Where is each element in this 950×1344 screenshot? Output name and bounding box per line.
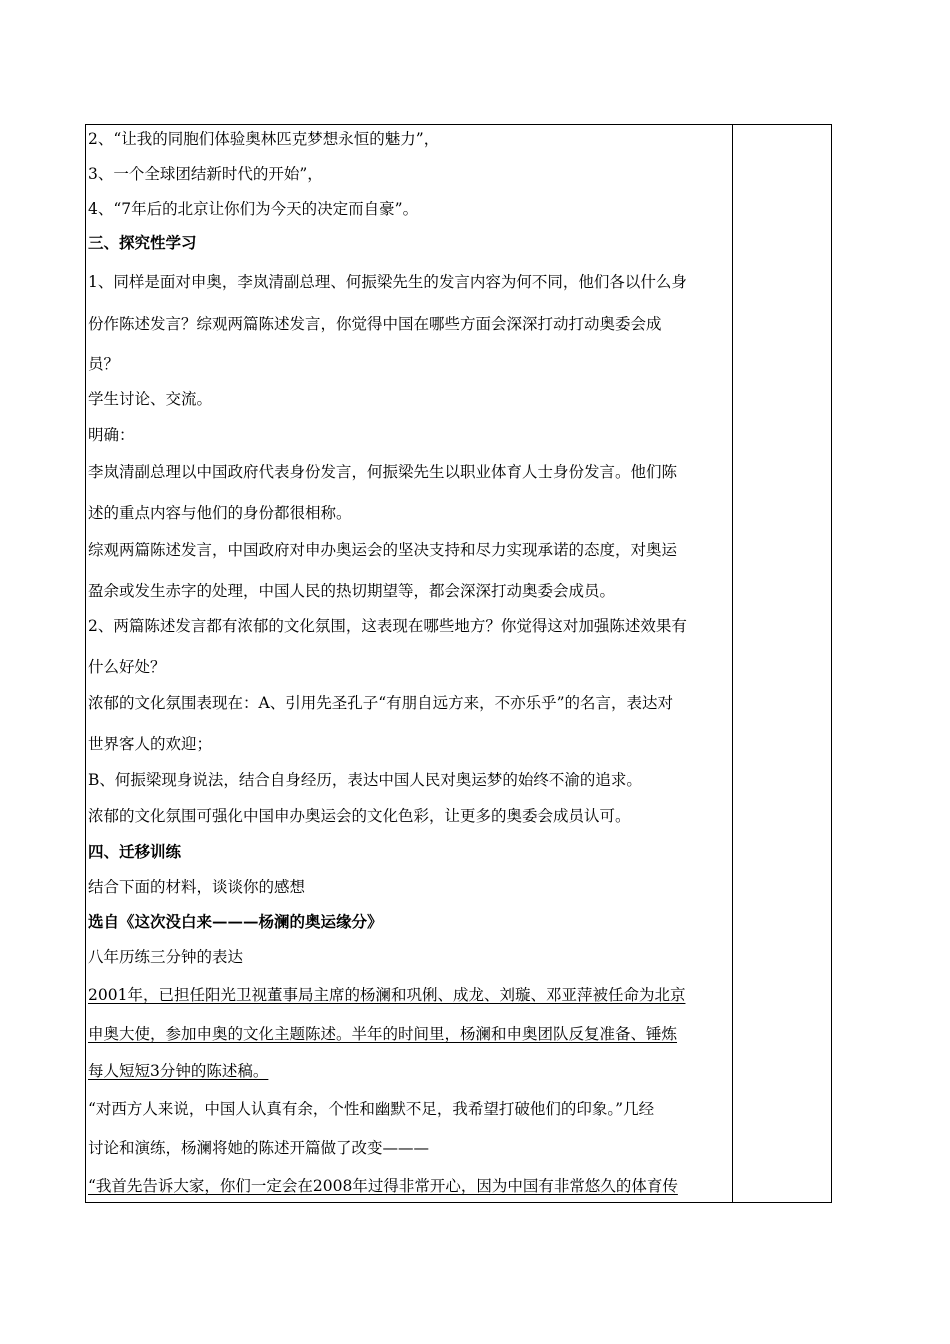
text-line: 浓郁的文化氛围可强化中国申办奥运会的文化色彩，让更多的奥委会成员认可。 [88,807,631,825]
text-line: 1、同样是面对申奥，李岚清副总理、何振梁先生的发言内容为何不同，他们各以什么身 [88,273,687,291]
text-line: 讨论和演练，杨澜将她的陈述开篇做了改变——— [88,1139,430,1157]
underlined-line: 2001年，已担任阳光卫视董事局主席的杨澜和巩俐、成龙、刘璇、邓亚萍被任命为北京 [88,986,686,1004]
text-line: 李岚清副总理以中国政府代表身份发言，何振梁先生以职业体育人士身份发言。他们陈 [88,463,678,481]
underlined-line: “我首先告诉大家，你们一定会在2008年过得非常开心，因为中国有非常悠久的体育传 [88,1177,678,1195]
text-line: 2、两篇陈述发言都有浓郁的文化氛围，这表现在哪些地方？你觉得这对加强陈述效果有 [88,617,687,635]
text-line: B、何振梁现身说法，结合自身经历，表达中国人民对奥运梦的始终不渝的追求。 [88,771,642,789]
text-line: 明确： [88,426,135,444]
text-line: “对西方人来说，中国人认真有余，个性和幽默不足，我希望打破他们的印象。”几经 [88,1100,655,1118]
right-empty-cell [733,125,831,1202]
text-line: 份作陈述发言？综观两篇陈述发言，你觉得中国在哪些方面会深深打动打动奥委会成 [88,315,662,333]
text-line: 述的重点内容与他们的身份都很相称。 [88,504,352,522]
text-line: 3、一个全球团结新时代的开始”， [88,165,323,183]
text-line: 浓郁的文化氛围表现在：A、引用先圣孔子“有朋自远方来，不亦乐乎”的名言，表达对 [88,694,674,712]
excerpt-title: 选自《这次没白来———杨澜的奥运缘分》 [88,912,383,931]
text-line: 结合下面的材料，谈谈你的感想 [88,878,306,896]
text-line: 综观两篇陈述发言，中国政府对申办奥运会的坚决支持和尽力实现承诺的态度，对奥运 [88,541,678,559]
text-line: 学生讨论、交流。 [88,390,213,408]
content-table [85,124,832,1203]
underlined-line: 每人短短3分钟的陈述稿。 [88,1062,269,1080]
underlined-line: 申奥大使，参加申奥的文化主题陈述。半年的时间里，杨澜和申奥团队反复准备、锤炼 [88,1025,678,1043]
text-line: 什么好处？ [88,658,166,676]
section-heading: 三、探究性学习 [88,233,197,252]
text-line: 2、“让我的同胞们体验奥林匹克梦想永恒的魅力”， [88,130,440,148]
text-line: 八年历练三分钟的表达 [88,948,244,966]
text-line: 世界客人的欢迎； [88,735,213,753]
text-line: 盈余或发生赤字的处理，中国人民的热切期望等，都会深深打动奥委会成员。 [88,582,616,600]
section-heading: 四、迁移训练 [88,842,182,861]
text-line: 员？ [88,355,120,373]
text-line: 4、“7年后的北京让你们为今天的决定而自豪”。 [88,200,419,218]
